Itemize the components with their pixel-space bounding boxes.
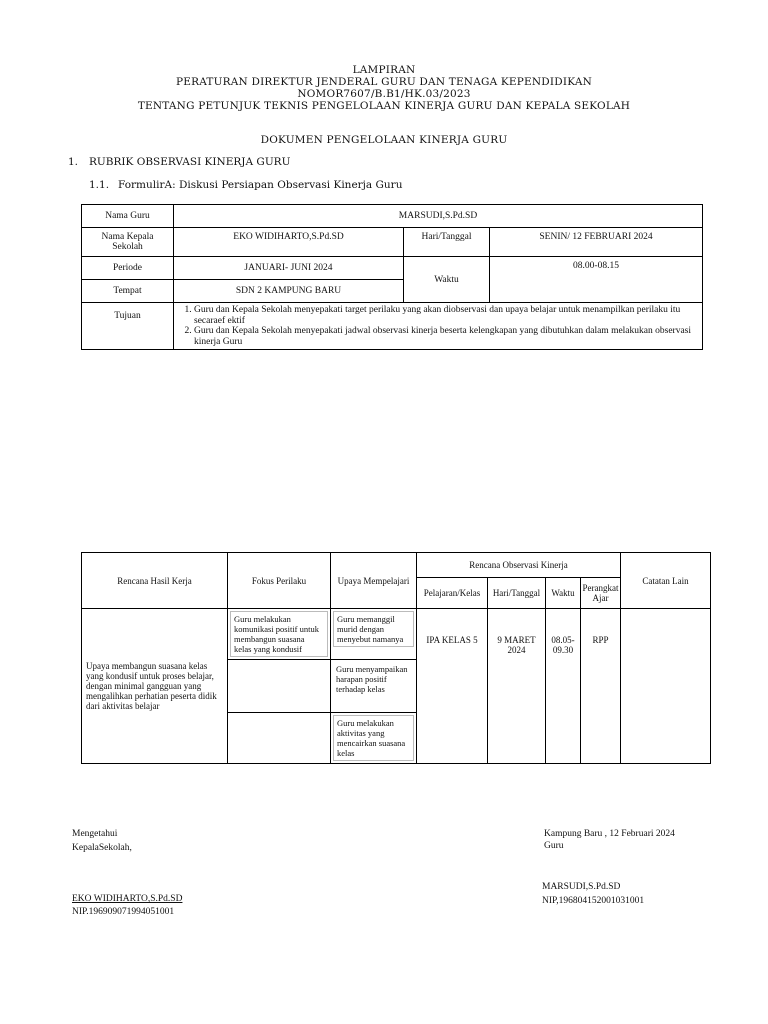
tujuan-item-1: 1. Guru dan Kepala Sekolah menyepakati target perilaku yang akan diobservasi dan upaya belajar untuk menampilkan perilaku itu secaraef ektif	[194, 305, 698, 326]
section-1-1-number: 1.1.	[89, 179, 110, 191]
kepsek-label: Nama Kepala Sekolah	[82, 228, 174, 257]
fokus-cell	[228, 609, 331, 660]
form-a-table	[81, 204, 703, 350]
periode-value: JANUARI- JUNI 2024	[174, 257, 404, 280]
signature-right-place-date: Kampung Baru , 12 Februari 2024	[544, 829, 675, 839]
tujuan-item-2: 2. Guru dan Kepala Sekolah menyepakati jadwal observasi kinerja beserta kelengkapan yang dibutuhkan dalam melakukan observasi kinerja Guru	[194, 326, 698, 347]
section-1-1-title: FormulirA: Diskusi Persiapan Observasi Kinerja Guru	[118, 179, 403, 191]
signature-right-name: MARSUDI,S.Pd.SD	[542, 882, 621, 892]
header-nomor: NOMOR7607/B.B1/HK.03/2023	[297, 88, 471, 100]
upaya-cell-1	[331, 609, 417, 660]
waktu-label: Waktu	[404, 257, 490, 303]
header-pelajaran: Pelajaran/Kelas	[417, 578, 488, 609]
header-tentang: TENTANG PETUNJUK TEKNIS PENGELOLAAN KINERJA GURU DAN KEPALA SEKOLAH	[137, 100, 631, 112]
signature-left-mengetahui: Mengetahui	[72, 829, 118, 839]
signature-left-role: KepalaSekolah,	[72, 843, 132, 853]
signature-right-role: Guru	[544, 841, 564, 851]
perangkat-value: RPP	[581, 609, 621, 764]
table-row	[82, 205, 703, 228]
fokus-empty-cell	[228, 713, 331, 764]
pelajaran-value: IPA KELAS 5	[417, 609, 488, 764]
upaya-item-2: Guru menyampaikan harapan positif terhadap kelas	[336, 664, 408, 694]
fokus-value: Guru melakukan komunikasi positif untuk membangun suasana kelas yang kondusif	[230, 611, 328, 657]
waktu-value: 08.05-09.30	[546, 609, 581, 764]
signature-left-nip: NIP.196909071994051001	[72, 907, 175, 917]
upaya-cell-3	[331, 713, 417, 764]
header-fokus: Fokus Perilaku	[228, 553, 331, 609]
header-upaya: Upaya Mempelajari	[331, 553, 417, 609]
rencana-hasil-value: Upaya membangun suasana kelas yang kondusif untuk proses belajar, dengan minimal gangguan yang mengalihkan perhatian peserta didik dari aktivitas belajar	[82, 609, 228, 764]
tujuan-label: Tujuan	[82, 303, 174, 350]
table-row	[82, 228, 703, 257]
fokus-empty-cell	[228, 660, 331, 713]
table-row	[82, 553, 711, 578]
tempat-value: SDN 2 KAMPUNG BARU	[174, 280, 404, 303]
signature-right-nip: NIP,196804152001031001	[542, 896, 645, 906]
tujuan-cell	[174, 303, 703, 350]
nama-guru-value: MARSUDI,S.Pd.SD	[174, 205, 703, 228]
tempat-label: Tempat	[82, 280, 174, 303]
waktu-value: 08.00-08.15	[490, 257, 703, 303]
header-peraturan: PERATURAN DIREKTUR JENDERAL GURU DAN TENAGA KEPENDIDIKAN	[175, 76, 593, 88]
header-waktu: Waktu	[546, 578, 581, 609]
table-row	[82, 609, 711, 660]
hari-tanggal-value: SENIN/ 12 FEBRUARI 2024	[490, 228, 703, 257]
header-catatan: Catatan Lain	[621, 553, 711, 609]
tujuan-list	[176, 305, 698, 347]
nama-guru-label: Nama Guru	[82, 205, 174, 228]
document-title: DOKUMEN PENGELOLAAN KINERJA GURU	[260, 134, 508, 146]
header-lampiran: LAMPIRAN	[352, 64, 416, 76]
header-rencana-hasil: Rencana Hasil Kerja	[82, 553, 228, 609]
table-row	[82, 303, 703, 350]
signature-left-name: EKO WIDIHARTO,S.Pd.SD	[72, 894, 183, 904]
kepsek-value: EKO WIDIHARTO,S.Pd.SD	[174, 228, 404, 257]
observation-plan-table	[81, 552, 711, 764]
periode-label: Periode	[82, 257, 174, 280]
upaya-cell-2	[331, 660, 417, 713]
hari-value: 9 MARET 2024	[488, 609, 546, 764]
upaya-item-3: Guru melakukan aktivitas yang mencairkan suasana kelas	[333, 715, 414, 761]
section-1-number: 1.	[68, 156, 79, 168]
hari-tanggal-label: Hari/Tanggal	[404, 228, 490, 257]
header-rencana-observasi: Rencana Observasi Kinerja	[417, 553, 621, 578]
table-row	[82, 257, 703, 280]
catatan-value	[621, 609, 711, 764]
header-hari: Hari/Tanggal	[488, 578, 546, 609]
header-perangkat: Perangkat Ajar	[581, 578, 621, 609]
upaya-item-1: Guru memanggil murid dengan menyebut namanya	[333, 611, 414, 647]
section-1-title: RUBRIK OBSERVASI KINERJA GURU	[89, 156, 291, 168]
